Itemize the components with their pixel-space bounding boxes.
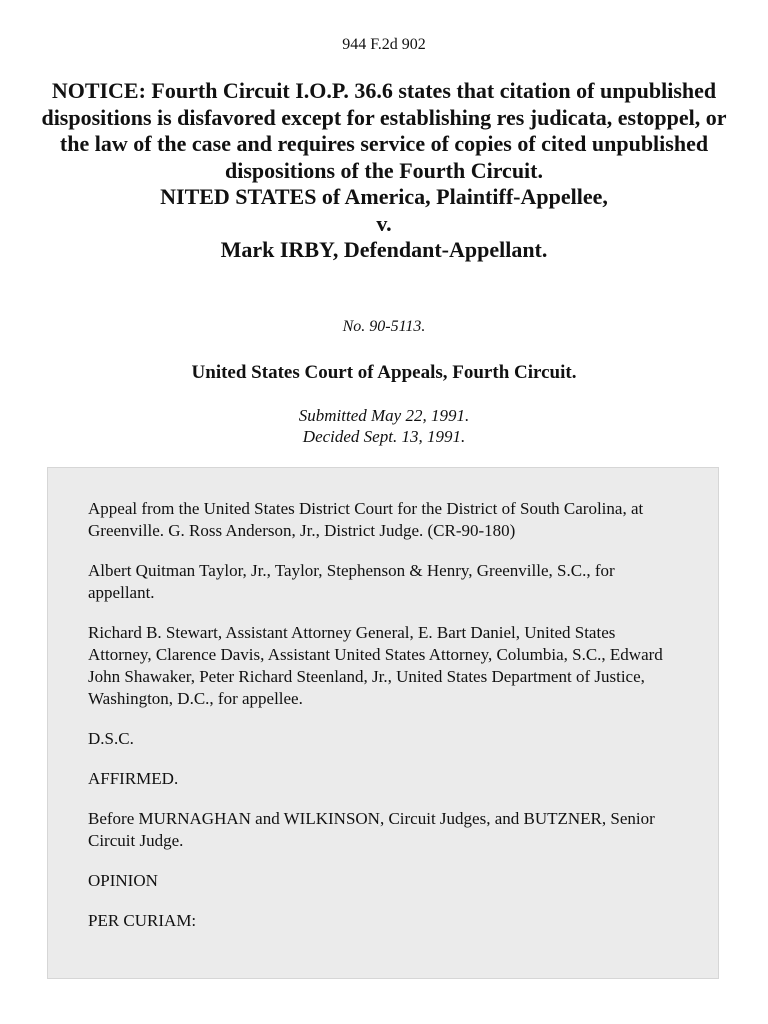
case-dates [0, 405, 768, 447]
opinion-panel [47, 467, 719, 979]
lower-court-paragraph: D.S.C. [88, 729, 134, 748]
appellant-counsel-paragraph: Albert Quitman Taylor, Jr., Taylor, Stephenson & Henry, Greenville, S.C., for appellant. [88, 561, 615, 602]
citation-header: 944 F.2d 902 [342, 36, 426, 53]
docket-number: No. 90-5113. [342, 318, 426, 335]
per-curiam-label: PER CURIAM: [88, 911, 197, 930]
appeal-from-paragraph: Appeal from the United States District Court for the District of South Carolina, at Greenville. G. Ross Anderson, Jr., District Judge. (CR-90-180) [88, 499, 644, 540]
case-title-block [40, 78, 728, 264]
opinion-label: OPINION [88, 871, 158, 890]
defendant-line: Mark IRBY, Defendant-Appellant. [220, 237, 548, 262]
court-name: United States Court of Appeals, Fourth Circuit. [191, 362, 577, 383]
decided-date: Decided Sept. 13, 1991. [302, 427, 466, 446]
appellee-counsel-paragraph: Richard B. Stewart, Assistant Attorney General, E. Bart Daniel, United States Attorney, Clarence Davis, Assistant United States Attorney, Columbia, S.C., Edward John Shawaker, Peter Richard Steenland, Jr., United States Department of Justice, Washington, D.C., for appellee. [88, 623, 663, 708]
unpublished-notice: NOTICE: Fourth Circuit I.O.P. 36.6 states that citation of unpublished dispositions is disfavored except for establishing res judicata, estoppel, or the law of the case and requires service of copies of cited unpublished dispositions of the Fourth Circuit. [41, 78, 727, 183]
versus-line: v. [376, 210, 392, 236]
disposition-paragraph: AFFIRMED. [88, 769, 179, 788]
submitted-date: Submitted May 22, 1991. [298, 406, 470, 425]
plaintiff-line: NITED STATES of America, Plaintiff-Appellee, [160, 184, 608, 209]
opinion-body [88, 498, 678, 950]
panel-judges-paragraph: Before MURNAGHAN and WILKINSON, Circuit Judges, and BUTZNER, Senior Circuit Judge. [88, 809, 655, 850]
